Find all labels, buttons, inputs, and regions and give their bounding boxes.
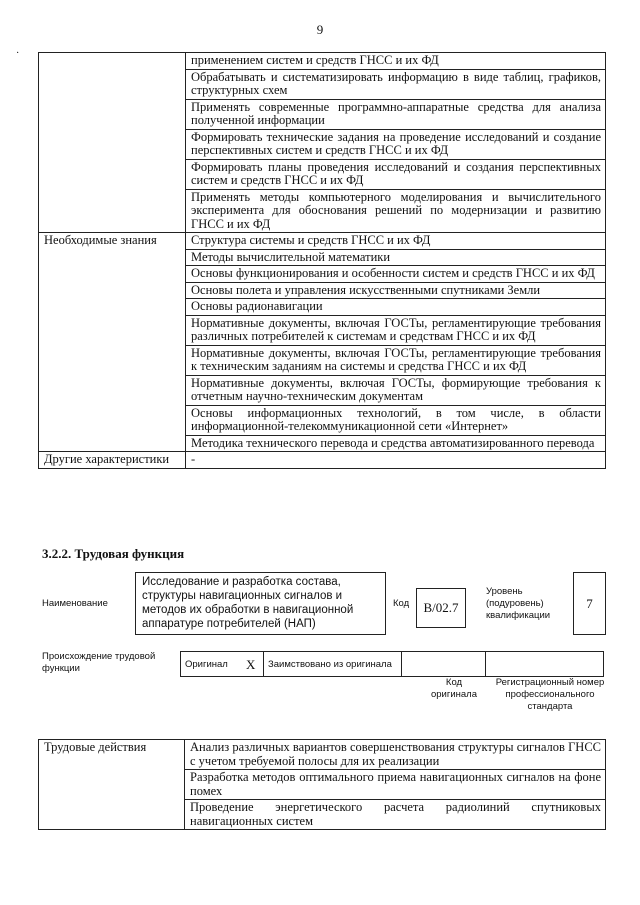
origin-table	[180, 651, 604, 677]
margin-mark: ·	[16, 48, 20, 59]
origin-label: Происхождение трудовой функции	[42, 651, 156, 674]
row-item: Обрабатывать и систематизировать информацию в виде таблиц, графиков, структурных схем	[186, 69, 606, 99]
row-item: Формировать технические задания на проведение исследований и создание перспективных систем и средств ГНСС и их ФД	[186, 129, 606, 159]
original-cell: Оригинал	[181, 652, 239, 677]
level-box: 7	[573, 572, 606, 635]
table-row	[39, 53, 606, 70]
row-item: Структура системы и средств ГНСС и их ФД	[186, 233, 606, 250]
row-item: Основы полета и управления искусственными спутниками Земли	[186, 282, 606, 299]
row-item: Применять методы компьютерного моделирования и вычислительного эксперимента для обоснования решений по модернизации и развитию ГНСС и их ФД	[186, 189, 606, 233]
level-label: Уровень (подуровень) квалификации	[486, 586, 551, 621]
row-label: Трудовые действия	[39, 740, 185, 830]
name-label: Наименование	[42, 598, 108, 609]
skills-knowledge-table	[38, 52, 606, 469]
row-item: Применять современные программно-аппаратные средства для анализа полученной информации	[186, 99, 606, 129]
function-code-box: В/02.7	[416, 588, 466, 628]
row-item: Методы вычислительной математики	[186, 249, 606, 266]
code-original-caption: Код оригинала	[430, 677, 477, 700]
borrowed-cell: Заимствовано из оригинала	[264, 652, 402, 677]
row-item: Методика технического перевода и средства автоматизированного перевода	[186, 435, 606, 452]
row-item: Анализ различных вариантов совершенствования структуры сигналов ГНСС с учетом требуемой полосы для их реализации	[185, 740, 606, 770]
row-label: Другие характеристики	[39, 452, 186, 469]
row-item: применением систем и средств ГНСС и их ФД	[186, 53, 606, 70]
row-item: -	[186, 452, 606, 469]
original-mark: X	[239, 652, 264, 677]
row-item: Проведение энергетического расчета радиолиний спутниковых навигационных систем	[185, 800, 606, 830]
row-item: Основы функционирования и особенности систем и средств ГНСС и их ФД	[186, 266, 606, 283]
labor-actions-table	[38, 739, 606, 830]
reg-number-caption: Регистрационный номер профессионального стандарта	[495, 677, 605, 712]
table-row	[39, 740, 606, 770]
section-title: 3.2.2. Трудовая функция	[42, 546, 185, 561]
row-item: Нормативные документы, включая ГОСТы, регламентирующие требования различных потребителей к системам и средствам ГНСС и их ФД	[186, 315, 606, 345]
code-label: Код	[393, 598, 410, 609]
row-item: Основы информационных технологий, в том числе, в области информационной-телекоммуникационной сети «Интернет»	[186, 405, 606, 435]
row-label	[39, 53, 186, 233]
code-original-cell	[402, 652, 486, 677]
reg-number-cell	[486, 652, 604, 677]
row-label: Необходимые знания	[39, 233, 186, 452]
row-item: Основы радионавигации	[186, 299, 606, 316]
table-row	[39, 233, 606, 250]
row-item: Формировать планы проведения исследований и создания перспективных систем и средств ГНСС и их ФД	[186, 159, 606, 189]
page-number: 9	[316, 22, 324, 37]
row-item: Нормативные документы, включая ГОСТы, формирующие требования к отчетным научно-техническим документам	[186, 375, 606, 405]
function-name-box: Исследование и разработка состава, структуры навигационных сигналов и методов их обработки в навигационной аппаратуре потребителей (НАП)	[135, 572, 386, 635]
row-item: Разработка методов оптимального приема навигационных сигналов на фоне помех	[185, 770, 606, 800]
row-item: Нормативные документы, включая ГОСТы, регламентирующие требования к техническим заданиям на системы и средства ГНСС и их ФД	[186, 345, 606, 375]
table-row	[39, 452, 606, 469]
